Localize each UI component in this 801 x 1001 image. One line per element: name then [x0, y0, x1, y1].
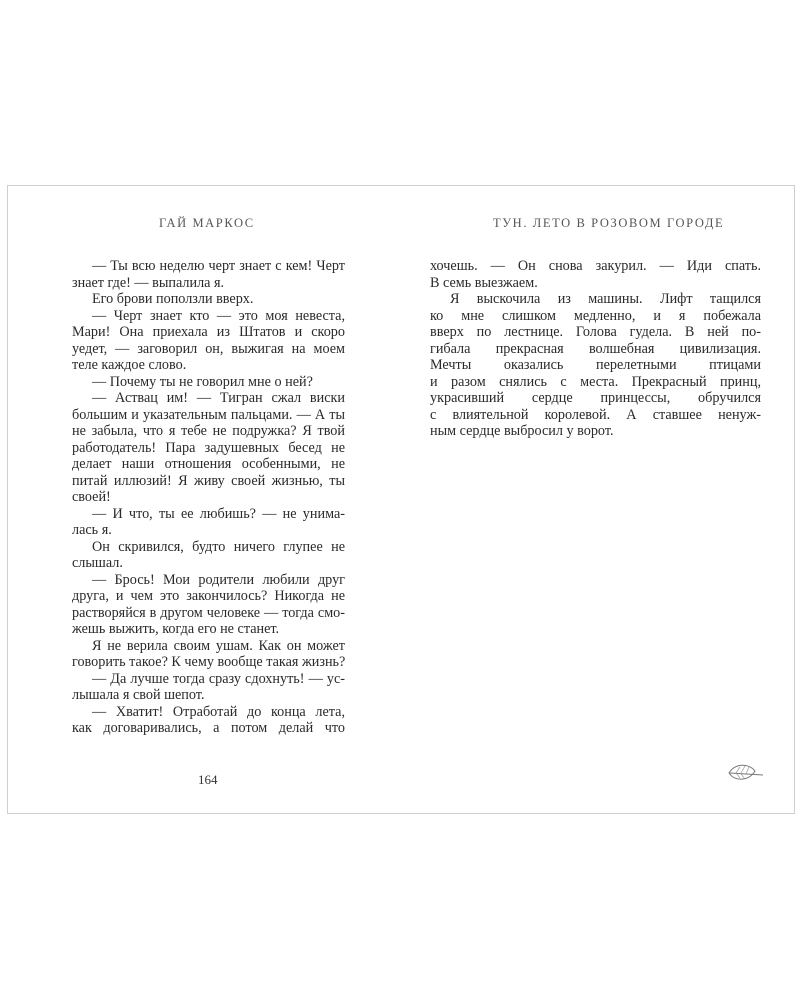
- leaf-icon: [727, 762, 765, 789]
- page-number: 164: [198, 772, 218, 787]
- text-line: хочешь. — Он снова закурил. — Иди спать.: [430, 258, 761, 274]
- text-line: — Черт знает кто — это моя невеста,: [92, 307, 345, 324]
- text-line: ко мне слишком медленно, и я побежала: [430, 307, 761, 324]
- text-line: своей!: [72, 489, 111, 505]
- text-line: питай иллюзий! Я живу своей жизнью, ты: [72, 472, 345, 489]
- running-head-left: ГАЙ МАРКОС: [159, 216, 255, 230]
- text-line: — Аствац им! — Тигран сжал виски: [92, 390, 345, 406]
- text-line: Я не верила своим ушам. Как он может: [92, 637, 345, 654]
- text-line: Он скривился, будто ничего глупее не: [92, 538, 345, 555]
- text-line: — Почему ты не говорил мне о ней?: [92, 373, 313, 390]
- text-line: друга, и чем это закончилось? Никогда не: [72, 588, 345, 604]
- text-line: украсивший сердце принцессы, обручился: [430, 390, 761, 406]
- text-line: Мечты оказались перелетными птицами: [430, 357, 761, 373]
- text-line: — Да лучше тогда сразу сдохнуть! — ус-: [92, 670, 345, 687]
- text-line: не забыла, что я тебе не подружка? Я твой: [72, 423, 345, 439]
- text-line: гибала прекрасная волшебная цивилизация.: [430, 340, 761, 357]
- text-line: растворяйся в другом человеке — тогда смо-: [72, 604, 345, 621]
- text-line: — Брось! Мои родители любили друг: [92, 571, 345, 588]
- text-line: — Ты всю неделю черт знает с кем! Черт: [92, 258, 345, 274]
- text-line: вверх по лестнице. Голова гудела. В ней по-: [430, 324, 761, 340]
- text-line: ным сердце выбросил у ворот.: [430, 423, 614, 439]
- text-line: делает наши отношения особенными, не: [72, 456, 345, 472]
- text-line: как договаривались, а потом делай что: [72, 720, 345, 736]
- text-line: — Хватит! Отработай до конца лета,: [92, 703, 345, 720]
- left-page-text: [72, 258, 345, 737]
- text-line: Я выскочила из машины. Лифт тащился: [450, 291, 761, 307]
- text-line: — И что, ты ее любишь? — не унима-: [92, 505, 345, 522]
- text-line: с влиятельной королевой. А ставшее ненуж-: [430, 406, 761, 423]
- running-head-right: ТУН. ЛЕТО В РОЗОВОМ ГОРОДЕ: [493, 216, 725, 230]
- text-line: слышал.: [72, 555, 123, 571]
- text-line: Его брови поползли вверх.: [92, 291, 254, 307]
- text-line: работодатель! Пара задушевных бесед не: [72, 439, 345, 456]
- text-line: Мари! Она приехала из Штатов и скоро: [72, 324, 345, 340]
- text-line: лась я.: [72, 522, 112, 538]
- text-line: большим и указательным пальцами. — А ты: [72, 406, 345, 423]
- text-line: лышала я свой шепот.: [72, 687, 205, 703]
- text-line: теле каждое слово.: [72, 357, 187, 373]
- text-line: жешь выжить, когда его не станет.: [72, 621, 280, 637]
- text-line: В семь выезжаем.: [430, 274, 538, 291]
- text-line: и разом снялись с места. Прекрасный принц,: [430, 373, 761, 390]
- text-line: уедет, — заговорил он, выжигая на моем: [72, 340, 345, 357]
- text-line: говорить такое? К чему вообще такая жизнь?: [72, 654, 346, 670]
- right-page-text: [430, 258, 761, 440]
- text-line: знает где! — выпалила я.: [72, 274, 225, 291]
